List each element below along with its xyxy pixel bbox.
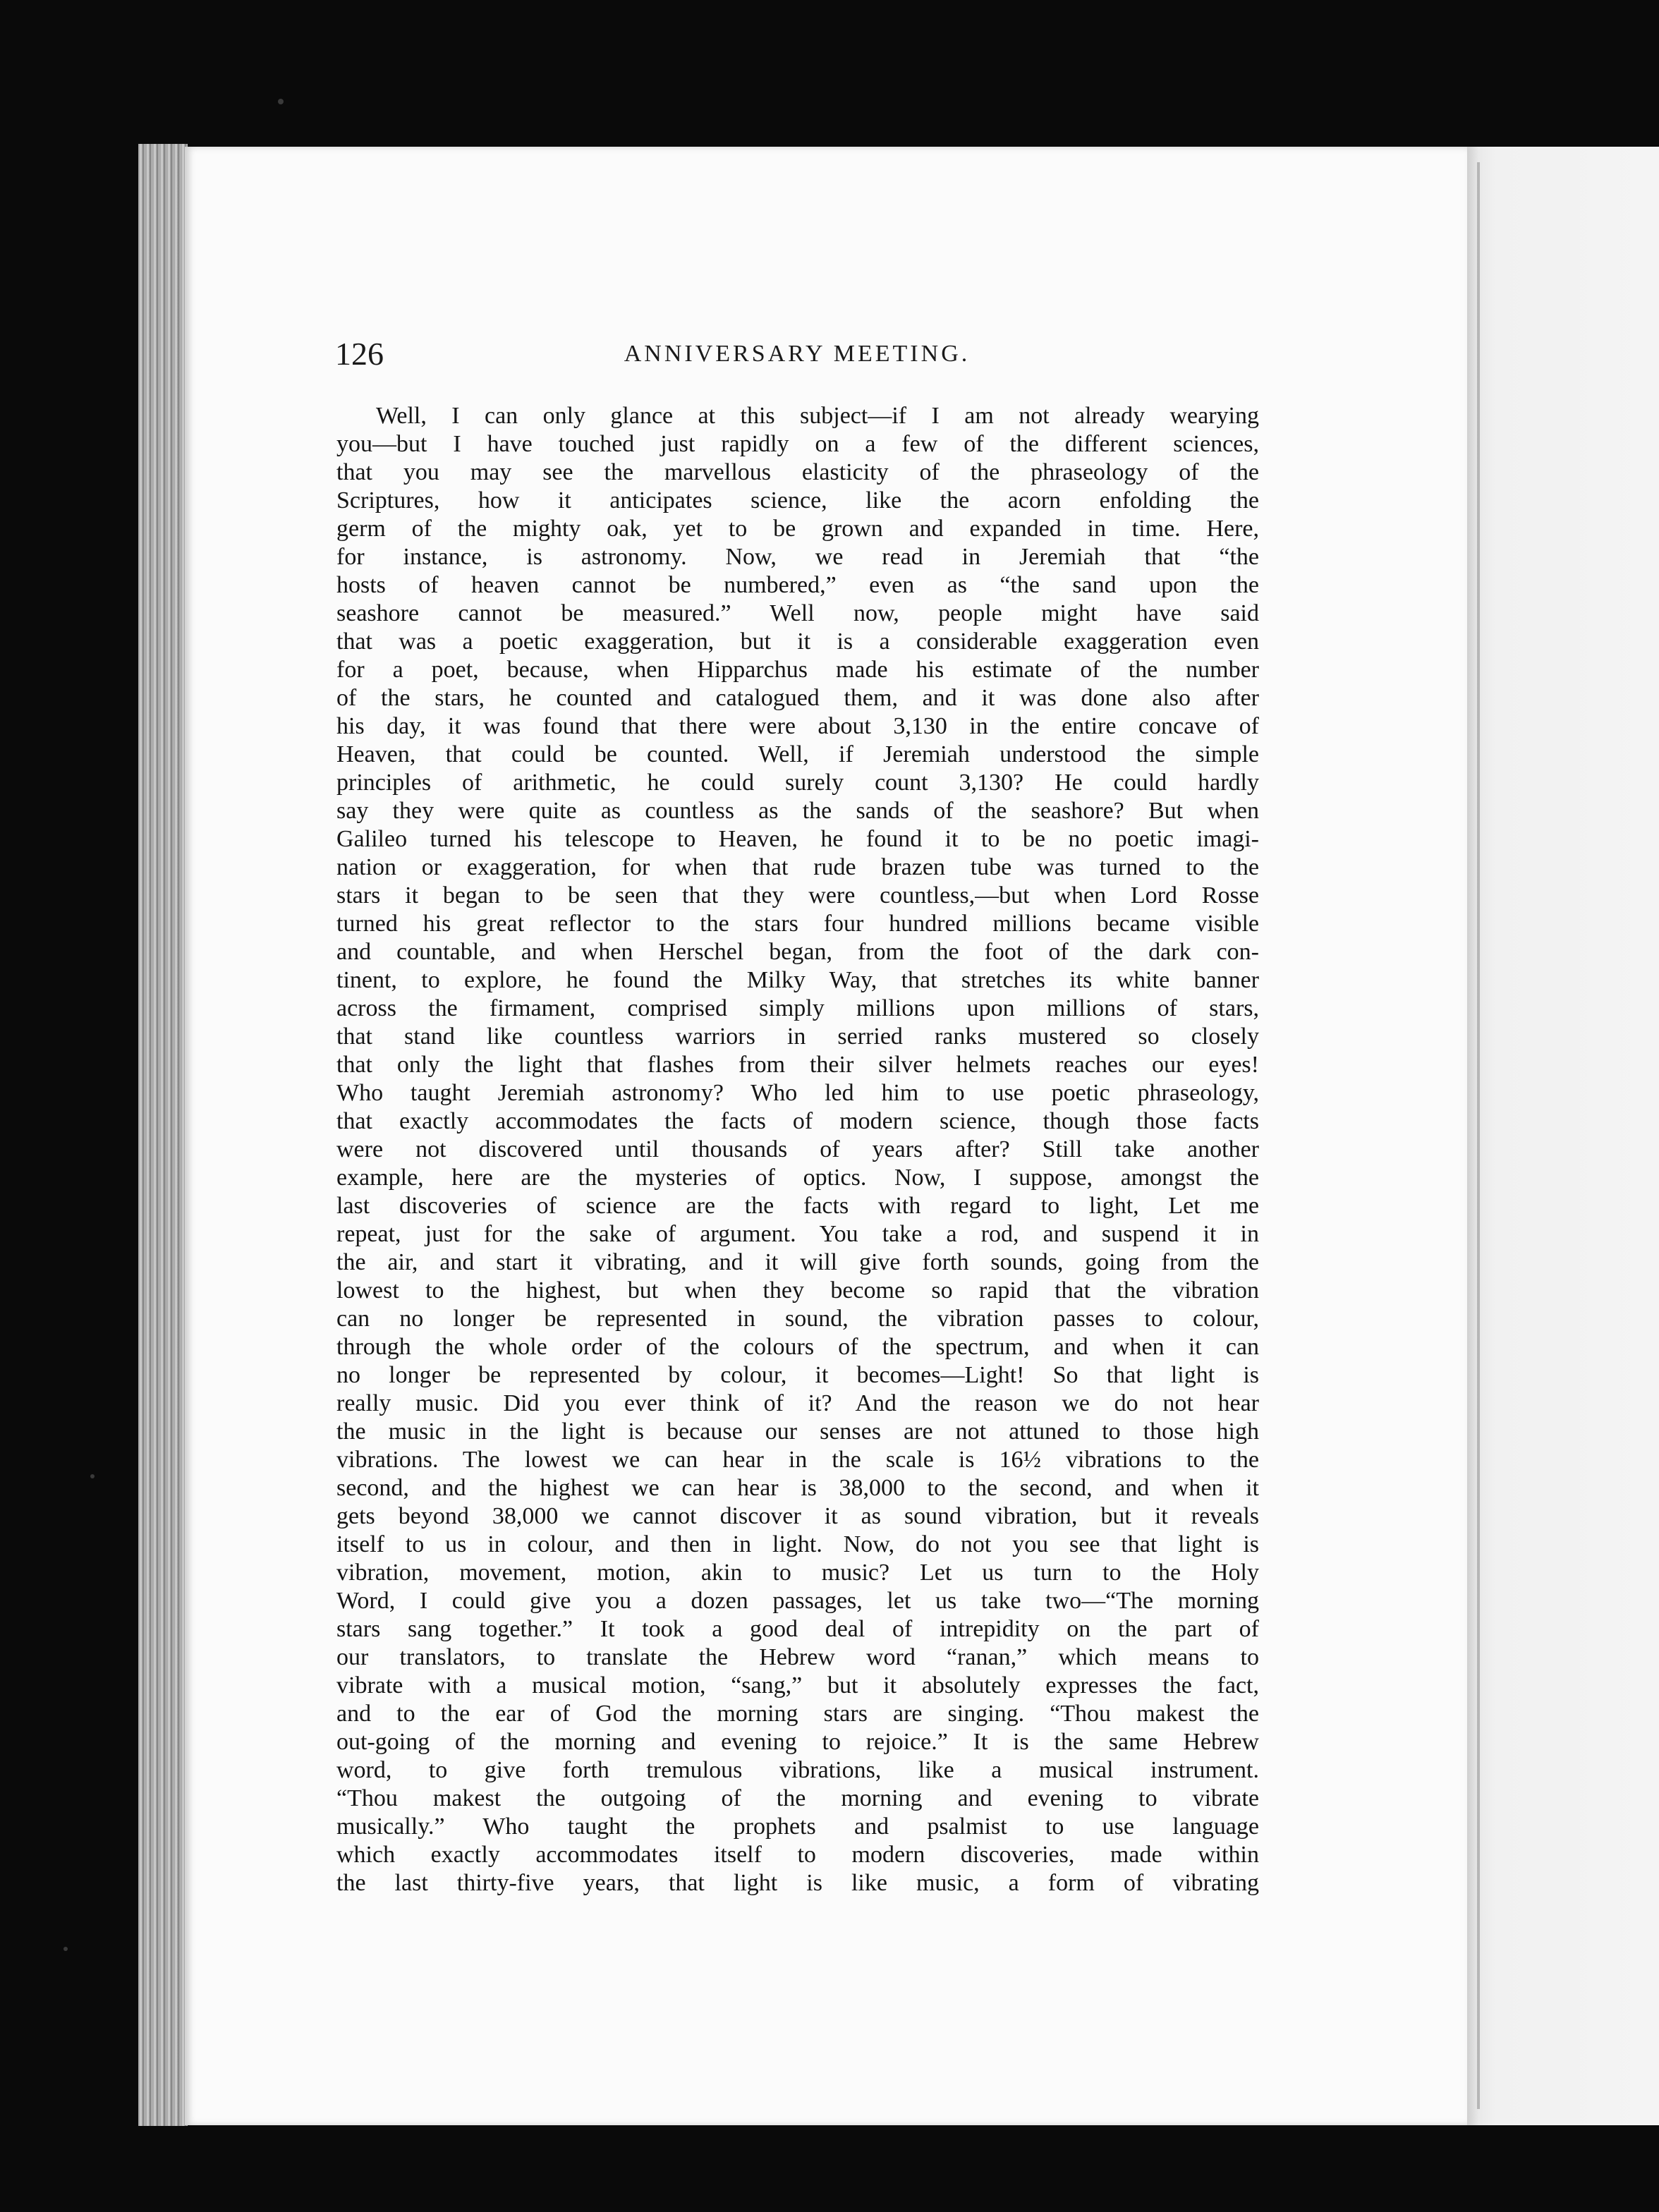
dust-speck (90, 1474, 95, 1478)
text-line: gets beyond 38,000 we cannot discover it as sound vibration, but it reveals (336, 1503, 1259, 1529)
text-line: musically.” Who taught the prophets and psalmist to use language (336, 1813, 1259, 1840)
text-line: of the stars, he counted and catalogued them, and it was done also after (336, 685, 1259, 711)
facing-page (1467, 147, 1659, 2125)
gutter-shadow (1477, 162, 1480, 2109)
running-head (335, 334, 1259, 377)
text-line: turned his great reflector to the stars four hundred millions became visible (336, 911, 1259, 937)
text-line: you—but I have touched just rapidly on a few of the different sciences, (336, 431, 1259, 457)
text-line: “Thou makest the outgoing of the morning and evening to vibrate (336, 1785, 1259, 1811)
text-line: the music in the light is because our senses are not attuned to those high (336, 1418, 1259, 1445)
text-line: stars sang together.” It took a good deal of intrepidity on the part of (336, 1616, 1259, 1642)
text-line: for a poet, because, when Hipparchus made his estimate of the number (336, 657, 1259, 683)
text-line: hosts of heaven cannot be numbered,” even as “the sand upon the (336, 572, 1259, 598)
text-line: across the firmament, comprised simply millions upon millions of stars, (336, 995, 1259, 1021)
text-line: the air, and start it vibrating, and it will give forth sounds, going from the (336, 1249, 1259, 1275)
text-line: and countable, and when Herschel began, from the foot of the dark con- (336, 939, 1259, 965)
text-line: which exactly accommodates itself to modern discoveries, made within (336, 1842, 1259, 1868)
text-line: repeat, just for the sake of argument. You take a rod, and suspend it in (336, 1221, 1259, 1247)
text-line: that stand like countless warriors in serried ranks mustered so closely (336, 1023, 1259, 1050)
text-line: Galileo turned his telescope to Heaven, he found it to be no poetic imagi- (336, 826, 1259, 852)
text-line: say they were quite as countless as the sands of the seashore? But when (336, 798, 1259, 824)
text-line: were not discovered until thousands of years after? Still take another (336, 1136, 1259, 1162)
text-line: through the whole order of the colours of the spectrum, and when it can (336, 1334, 1259, 1360)
text-line: Word, I could give you a dozen passages, let us take two—“The morning (336, 1588, 1259, 1614)
text-line: no longer be represented by colour, it becomes—Light! So that light is (336, 1362, 1259, 1388)
text-line: lowest to the highest, but when they become so rapid that the vibration (336, 1277, 1259, 1304)
text-line: our translators, to translate the Hebrew word “ranan,” which means to (336, 1644, 1259, 1670)
text-line: Heaven, that could be counted. Well, if Jeremiah understood the simple (336, 741, 1259, 767)
text-line: germ of the mighty oak, yet to be grown and expanded in time. Here, (336, 516, 1259, 542)
text-line: vibrate with a musical motion, “sang,” but it absolutely expresses the fact, (336, 1672, 1259, 1699)
page-edges (138, 144, 188, 2126)
text-line: vibration, movement, motion, akin to music? Let us turn to the Holy (336, 1560, 1259, 1586)
text-line: that you may see the marvellous elasticity of the phraseology of the (336, 459, 1259, 485)
text-line: itself to us in colour, and then in light. Now, do not you see that light is (336, 1531, 1259, 1557)
text-line: his day, it was found that there were about 3,130 in the entire concave of (336, 713, 1259, 739)
text-line: the last thirty-five years, that light is like music, a form of vibrating (336, 1870, 1259, 1896)
text-line: second, and the highest we can hear is 38,000 to the second, and when it (336, 1475, 1259, 1501)
dust-speck (278, 99, 284, 104)
body-text (336, 402, 1259, 1897)
text-line: stars it began to be seen that they were countless,—but when Lord Rosse (336, 882, 1259, 909)
text-line: vibrations. The lowest we can hear in the scale is 16½ vibrations to the (336, 1447, 1259, 1473)
text-line: word, to give forth tremulous vibrations, like a musical instrument. (336, 1757, 1259, 1783)
text-line: tinent, to explore, he found the Milky Way, that stretches its white banner (336, 967, 1259, 993)
text-line: nation or exaggeration, for when that rude brazen tube was turned to the (336, 854, 1259, 880)
text-line: Scriptures, how it anticipates science, like the acorn enfolding the (336, 487, 1259, 514)
text-line: out-going of the morning and evening to rejoice.” It is the same Hebrew (336, 1729, 1259, 1755)
text-line: Well, I can only glance at this subject—if I am not already wearying (376, 403, 1259, 429)
text-line: for instance, is astronomy. Now, we read in Jeremiah that “the (336, 544, 1259, 570)
text-line: seashore cannot be measured.” Well now, people might have said (336, 600, 1259, 626)
running-title: ANNIVERSARY MEETING. (624, 341, 971, 367)
text-line: and to the ear of God the morning stars are singing. “Thou makest the (336, 1701, 1259, 1727)
text-line: last discoveries of science are the facts with regard to light, Let me (336, 1193, 1259, 1219)
text-line: that exactly accommodates the facts of modern science, though those facts (336, 1108, 1259, 1134)
text-line: really music. Did you ever think of it? And the reason we do not hear (336, 1390, 1259, 1416)
text-line: that only the light that flashes from their silver helmets reaches our eyes! (336, 1052, 1259, 1078)
text-line: that was a poetic exaggeration, but it is a considerable exaggeration even (336, 628, 1259, 655)
text-line: Who taught Jeremiah astronomy? Who led him to use poetic phraseology, (336, 1080, 1259, 1106)
text-line: principles of arithmetic, he could surely count 3,130? He could hardly (336, 770, 1259, 796)
page-number: 126 (335, 336, 384, 372)
dust-speck (63, 1947, 68, 1951)
text-line: example, here are the mysteries of optics. Now, I suppose, amongst the (336, 1165, 1259, 1191)
text-line: can no longer be represented in sound, the vibration passes to colour, (336, 1306, 1259, 1332)
